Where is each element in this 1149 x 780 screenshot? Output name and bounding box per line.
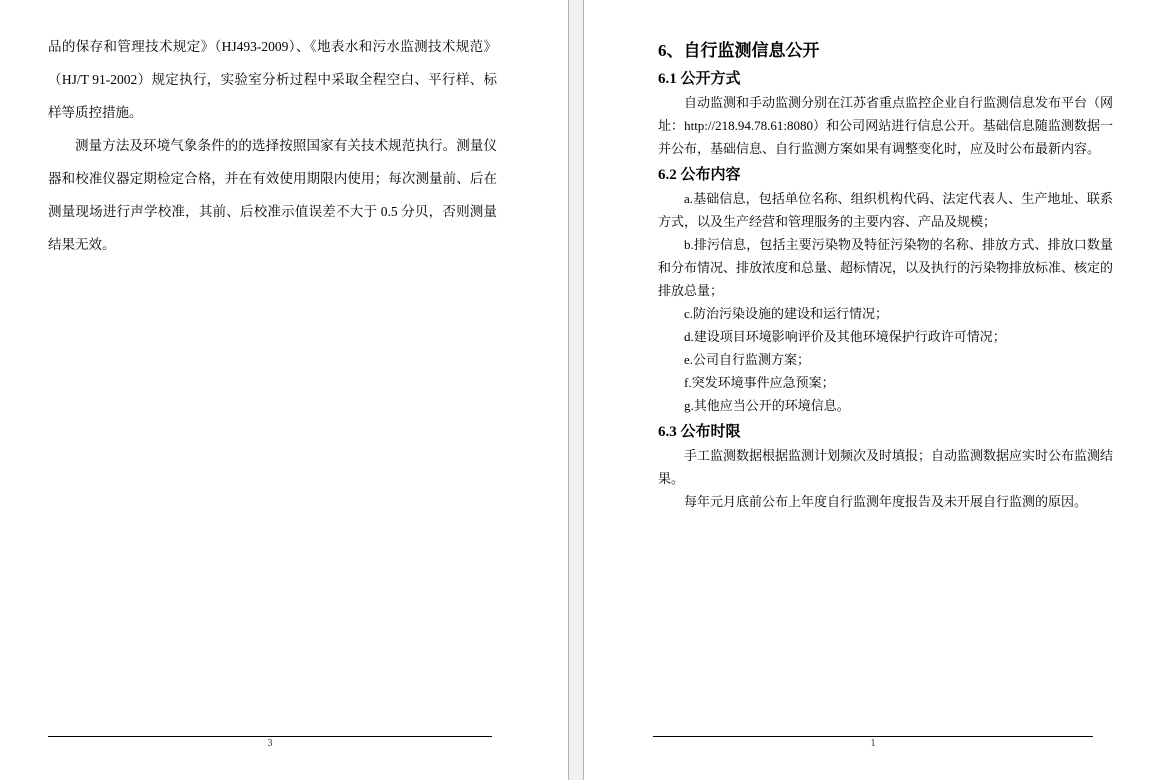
paragraph: 自动监测和手动监测分别在江苏省重点监控企业自行监测信息发布平台（网址：http://218.94.78.61:8080）和公司网站进行信息公开。基础信息随监测数据一并公布，基础信息、自行监测方案如果有调整变化时，应及时公布最新内容。 [658, 95, 1114, 156]
document-page-right [583, 0, 1149, 780]
section-heading: 6.2 公布内容 [658, 167, 741, 183]
paragraph: c.防治污染设施的建设和运行情况； [684, 306, 889, 321]
page-footer [653, 736, 1093, 750]
section-heading: 6.3 公布时限 [658, 424, 741, 440]
paragraph: 手工监测数据根据监测计划频次及时填报；自动监测数据应实时公布监测结果。 [658, 448, 1114, 486]
page-footer [48, 736, 492, 750]
document-page-left [0, 0, 569, 780]
page-heading: 6、自行监测信息公开 [658, 41, 820, 60]
paragraph: b.排污信息，包括主要污染物及特征污染物的名称、排放方式、排放口数量和分布情况、排放浓度和总量、超标情况，以及执行的污染物排放标准、核定的排放总量； [658, 237, 1114, 298]
page-number: 1 [870, 738, 876, 749]
left-page-body [0, 0, 497, 261]
paragraph: 测量方法及环境气象条件的的选择按照国家有关技术规范执行。测量仪器和校准仪器定期检定合格，并在有效使用期限内使用；每次测量前、后在测量现场进行声学校准，其前、后校准示值误差不大于 0.5 分贝，否则测量结果无效。 [48, 138, 497, 252]
section-heading: 6.1 公开方式 [658, 71, 741, 87]
paragraph: 品的保存和管理技术规定》（HJ493-2009）、《地表水和污水监测技术规范》（HJ/T 91-2002）规定执行，实验室分析过程中采取全程空白、平行样、标样等质控措施。 [48, 39, 497, 120]
paragraph: 每年元月底前公布上年度自行监测年度报告及未开展自行监测的原因。 [684, 494, 1088, 509]
paragraph: f.突发环境事件应急预案； [684, 375, 835, 390]
paragraph: a.基础信息，包括单位名称、组织机构代码、法定代表人、生产地址、联系方式，以及生产经营和管理服务的主要内容、产品及规模； [658, 191, 1113, 229]
paragraph: e.公司自行监测方案； [684, 352, 811, 367]
paragraph: d.建设项目环境影响评价及其他环境保护行政许可情况； [684, 329, 1006, 344]
right-page-body [584, 0, 1149, 513]
paragraph: g.其他应当公开的环境信息。 [684, 398, 850, 413]
page-number: 3 [267, 738, 273, 749]
page-gap [569, 0, 583, 780]
